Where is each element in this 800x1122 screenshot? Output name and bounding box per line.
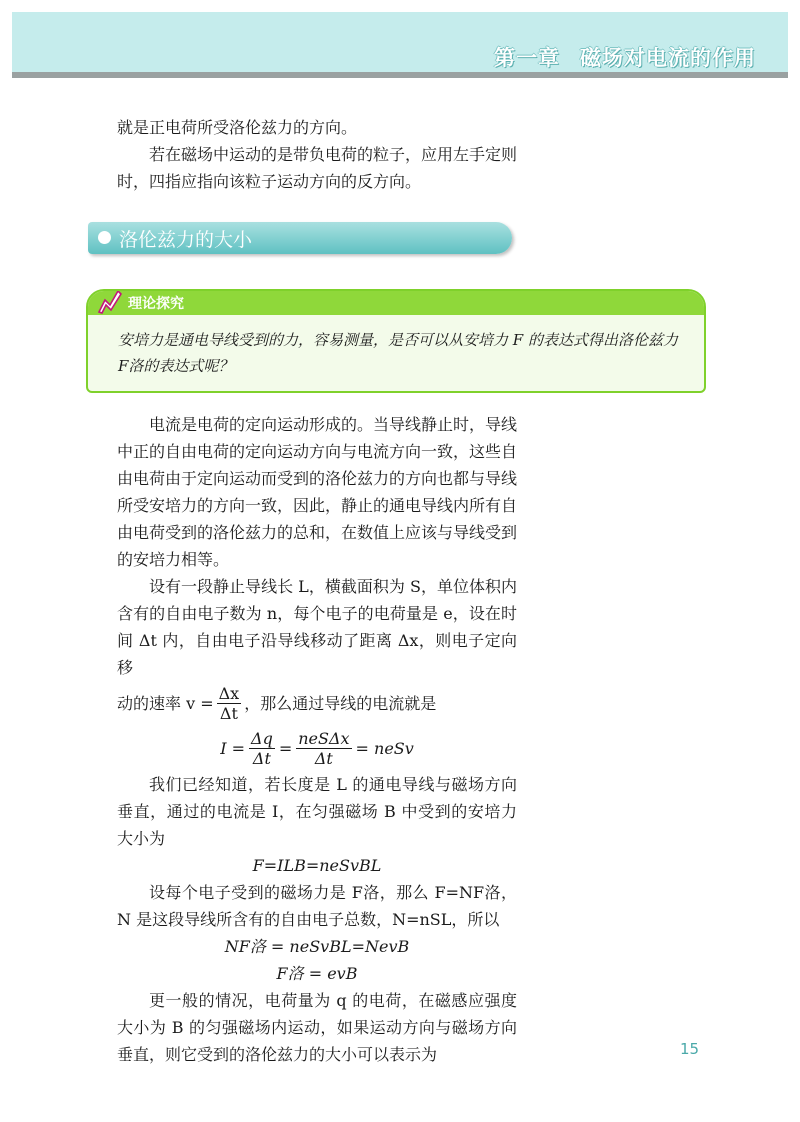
theory-header (88, 291, 704, 315)
eq-fraction-2-numerator: neSΔx (298, 728, 350, 748)
bullet-icon (98, 231, 111, 244)
theory-title: 理论探究 (128, 296, 184, 312)
velocity-text-before: 动的速率 v = (117, 693, 214, 713)
chapter-header (494, 42, 756, 72)
eq-fraction-1-numerator: Δq (251, 728, 273, 748)
eq-fraction-nesdx-dt (296, 729, 351, 768)
intro-line-1: 就是正电荷所受洛伦兹力的方向。 (117, 118, 358, 137)
theory-question-text: 安培力是通电导线受到的力，容易测量，是否可以从安培力 F 的表达式得出洛伦兹力 F洛的表达式呢？ (118, 331, 678, 375)
paragraph-general-case: 更一般的情况，电荷量为 q 的电荷，在磁感应强度大小为 B 的匀强磁场内运动，如果运动方向与磁场方向垂直，则它受到的洛伦兹力的大小可以表示为 (117, 991, 517, 1064)
equation-lorentz-force: F洛 = evB (276, 964, 358, 983)
eq-fraction-dq-dt (249, 729, 275, 768)
eq-fraction-2-denominator: Δt (314, 748, 333, 768)
section-title: 洛伦兹力的大小 (119, 229, 253, 251)
chapter-number: 第一章 (494, 46, 560, 70)
section-heading-bar (88, 222, 512, 254)
velocity-fraction (217, 684, 242, 723)
eq-current-rhs: = neSv (355, 738, 414, 758)
paragraph-electron-force: 设每个电子受到的磁场力是 F洛，那么 F=NF洛，N 是这段导线所含有的自由电子总数，N=nSL，所以 (117, 883, 517, 929)
intro-paragraph-2: 若在磁场中运动的是带负电荷的粒子，应用左手定则时，四指应指向该粒子运动方向的反方向。 (117, 145, 518, 191)
eq-equals-sign: = (278, 738, 293, 758)
paragraph-ampere-force: 我们已经知道，若长度是 L 的通电导线与磁场方向垂直，通过的电流是 I，在匀强磁场 B 中受到的安培力大小为 (117, 775, 517, 848)
main-text (117, 411, 517, 1068)
theory-question (118, 327, 688, 379)
equation-total-force: NF洛 = neSvBL=NevB (224, 937, 410, 956)
equation-ampere-force: F=ILB=neSvBL (252, 856, 382, 875)
eq-fraction-1-denominator: Δt (252, 748, 271, 768)
paragraph-current-definition: 电流是电荷的定向运动形成的。当导线静止时，导线中正的自由电荷的定向运动方向与电流方向一致，这些自由电荷由于定向运动而受到的洛伦兹力的方向也都与导线所受安培力的方向一致，因此，静止的通电导线内所有自由电荷受到的洛伦兹力的总和，在数值上应该与导线受到的安培力相等。 (117, 415, 518, 569)
pencil-icon (96, 289, 124, 316)
velocity-denominator: Δt (219, 703, 238, 723)
paragraph-wire-setup: 设有一段静止导线长 L，横截面积为 S，单位体积内含有的自由电子数为 n，每个电子的电荷量是 e，设在时间 Δt 内，自由电子沿导线移动了距离 Δx，则电子定向移 (117, 577, 517, 677)
velocity-numerator: Δx (218, 683, 240, 703)
current-equation (117, 725, 517, 771)
intro-text (117, 114, 517, 195)
chapter-title: 磁场对电流的作用 (580, 46, 756, 70)
velocity-text-after: ，那么通过导线的电流就是 (244, 693, 437, 713)
velocity-line (117, 681, 517, 725)
theory-inquiry-box (86, 289, 706, 393)
eq-current-lhs: I = (220, 738, 246, 758)
page-number: 15 (680, 1040, 700, 1058)
header-divider (12, 72, 788, 78)
